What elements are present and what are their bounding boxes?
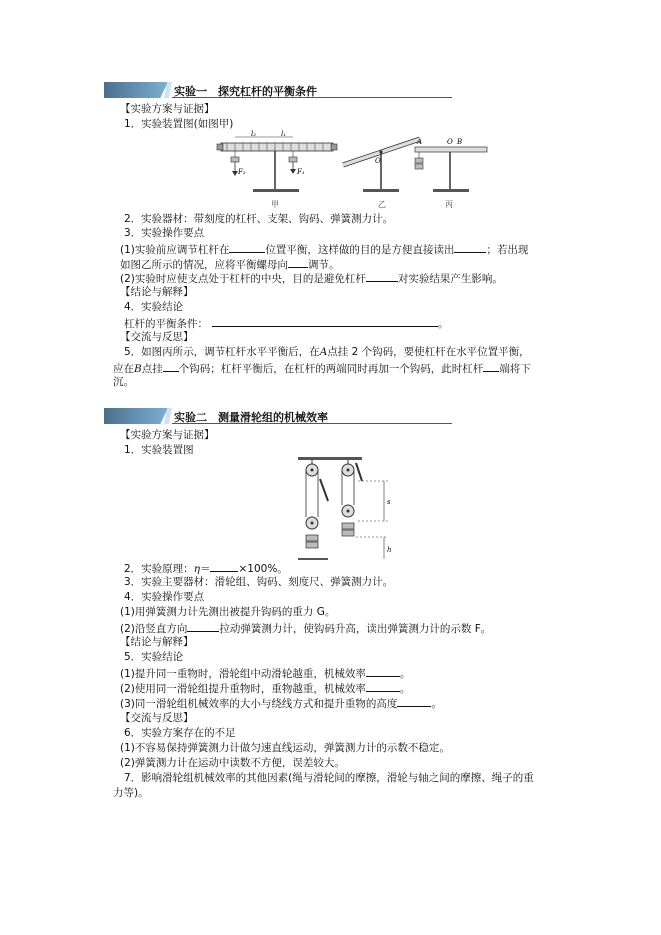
answer-blank[interactable]: [366, 665, 400, 677]
answer-blank[interactable]: [397, 695, 431, 707]
label-O-bing: O: [447, 138, 453, 146]
item2-3: 3．实验主要器材：滑轮组、钩码、刻度尺、弹簧测力计。: [124, 576, 394, 588]
item2-7: 7．影响滑轮组机械效率的其他因素(绳与滑轮间的摩擦，滑轮与轴之间的摩擦、绳子的重: [124, 772, 534, 784]
label-h: h: [387, 546, 392, 554]
item2-5-2: [120, 680, 410, 696]
item2-2: [124, 560, 288, 576]
text-fragment: 如图乙所示的情况，应将平衡螺母向: [120, 259, 288, 271]
answer-blank[interactable]: [163, 360, 179, 372]
text-fragment: (3)同一滑轮组机械效率的大小与绕线方式和提升重物的高度: [120, 698, 398, 710]
item-1: 1．实验装置图(如图甲): [124, 118, 234, 130]
label-F1: F₁: [297, 168, 305, 176]
label-l1: l₁: [281, 130, 287, 138]
label-jia: 甲: [271, 200, 279, 209]
section-banner-decoration: [104, 82, 168, 98]
text-fragment: 5．如图丙所示，调节杠杆水平平衡后，在: [124, 346, 320, 358]
text-fragment: (2)使用同一滑轮组提升重物时，重物越重，机械效率: [120, 683, 366, 695]
pulley-figure: [290, 455, 400, 565]
label-yi: 乙: [378, 200, 386, 209]
text-fragment: 应在: [113, 363, 134, 375]
answer-blank[interactable]: [187, 620, 219, 632]
item-4: 4．实验结论: [124, 301, 184, 313]
answer-blank[interactable]: [366, 270, 398, 282]
figure-bing: [415, 138, 487, 209]
text-fragment: 位置平衡，这样做的目的是方便直接读出: [265, 244, 455, 256]
text-fragment: 。: [399, 668, 411, 680]
item2-6-2: (2)弹簧测力计在运动中读数不方便，误差较大。: [120, 757, 345, 769]
plan-heading: 【实验方案与证据】: [120, 103, 215, 115]
item2-4-1: (1)用弹簧测力计先测出被提升钩码的重力 G。: [120, 606, 336, 618]
text-fragment: (1)实验前应调节杠杆在: [120, 244, 230, 256]
label-bing: 丙: [445, 200, 453, 209]
item-4-text: [124, 315, 449, 331]
item-2: 2．实验器材：带刻度的杠杆、支架、钩码、弹簧测力计。: [124, 213, 394, 225]
section-underline: [172, 97, 452, 98]
answer-blank[interactable]: [483, 360, 499, 372]
pulley-set-left: [298, 460, 328, 560]
text-fragment: ＝: [199, 563, 211, 575]
answer-blank[interactable]: [210, 560, 238, 572]
text-fragment: 对实验结果产生影响。: [397, 273, 503, 285]
reflection-heading-2: 【交流与反思】: [120, 712, 194, 724]
item2-7-cont: 力等)。: [113, 787, 149, 799]
figure-jia: [217, 130, 337, 209]
section1-title: 实验一 探究杠杆的平衡条件: [174, 85, 317, 98]
text-fragment: 点挂 2 个钩码，要使杠杆在水平位置平衡，: [327, 346, 530, 358]
section2-title: 实验二 测量滑轮组的机械效率: [174, 411, 328, 424]
text-fragment: 。: [399, 683, 411, 695]
text-fragment: 2．实验原理：: [124, 563, 194, 575]
text-fragment: 。: [431, 698, 442, 710]
item2-4: 4．实验操作要点: [124, 591, 205, 603]
label-F2: F₂: [238, 168, 246, 176]
label-B: B: [457, 138, 463, 146]
item2-5-3: [120, 695, 442, 711]
item2-1: 1．实验装置图: [124, 444, 194, 456]
text-fragment: 杠杆的平衡条件：: [124, 318, 208, 330]
answer-blank[interactable]: [454, 241, 486, 253]
text-fragment: (1)提升同一重物时，滑轮组中动滑轮越重，机械效率: [120, 668, 366, 680]
item-5-end: 沉。: [113, 376, 134, 388]
text-fragment: 。: [438, 318, 449, 330]
item-3: 3．实验操作要点: [124, 227, 205, 239]
item2-4-2: [120, 620, 491, 636]
conclusion-heading-2: 【结论与解释】: [120, 636, 194, 648]
text-fragment: (2)实验时应使支点处于杠杆的中央，目的是避免杠杆: [120, 273, 366, 285]
figure-yi: [343, 138, 423, 209]
conclusion-heading: 【结论与解释】: [120, 286, 194, 298]
answer-blank[interactable]: [212, 315, 438, 327]
point-B: B: [134, 363, 142, 375]
item-3-2: [120, 270, 503, 286]
point-A: A: [319, 346, 328, 358]
plan-heading-2: 【实验方案与证据】: [120, 429, 215, 441]
item2-5: 5．实验结论: [124, 651, 184, 663]
text-fragment: 调节。: [308, 259, 340, 271]
label-A: A: [417, 138, 423, 146]
answer-blank[interactable]: [229, 241, 265, 253]
reflection-heading: 【交流与反思】: [120, 331, 194, 343]
label-l2: l₂: [251, 130, 257, 138]
text-fragment: ×100%。: [238, 563, 288, 575]
measurement-markers: [356, 481, 388, 559]
item-3-1: [120, 241, 528, 257]
section-banner-decoration: [104, 408, 168, 424]
pulley-set-right: [342, 460, 362, 536]
item-5-cont: [113, 360, 531, 376]
text-fragment: 拉动弹簧测力计，使钩码升高，读出弹簧测力计的示数 F。: [219, 623, 492, 635]
item2-6-1: (1)不容易保持弹簧测力计做匀速直线运动，弹簧测力计的示数不稳定。: [120, 742, 450, 754]
text-fragment: 点挂: [141, 363, 163, 375]
item-5: [124, 345, 530, 359]
text-fragment: ；若出现: [486, 244, 529, 256]
lever-figures: [215, 127, 495, 212]
text-fragment: 个钩码；杠杆平衡后，在杠杆的两端同时再加一个钩码，此时杠杆: [178, 363, 484, 375]
item2-5-1: [120, 665, 410, 681]
text-fragment: (2)沿竖直方向: [120, 623, 188, 635]
label-O-yi: O: [375, 157, 381, 165]
text-fragment: 端将下: [499, 363, 531, 375]
section-underline: [172, 423, 452, 424]
label-s: s: [387, 498, 391, 506]
item2-6: 6．实验方案存在的不足: [124, 727, 236, 739]
eta-symbol: η: [193, 563, 200, 575]
answer-blank[interactable]: [288, 256, 308, 268]
answer-blank[interactable]: [366, 680, 400, 692]
